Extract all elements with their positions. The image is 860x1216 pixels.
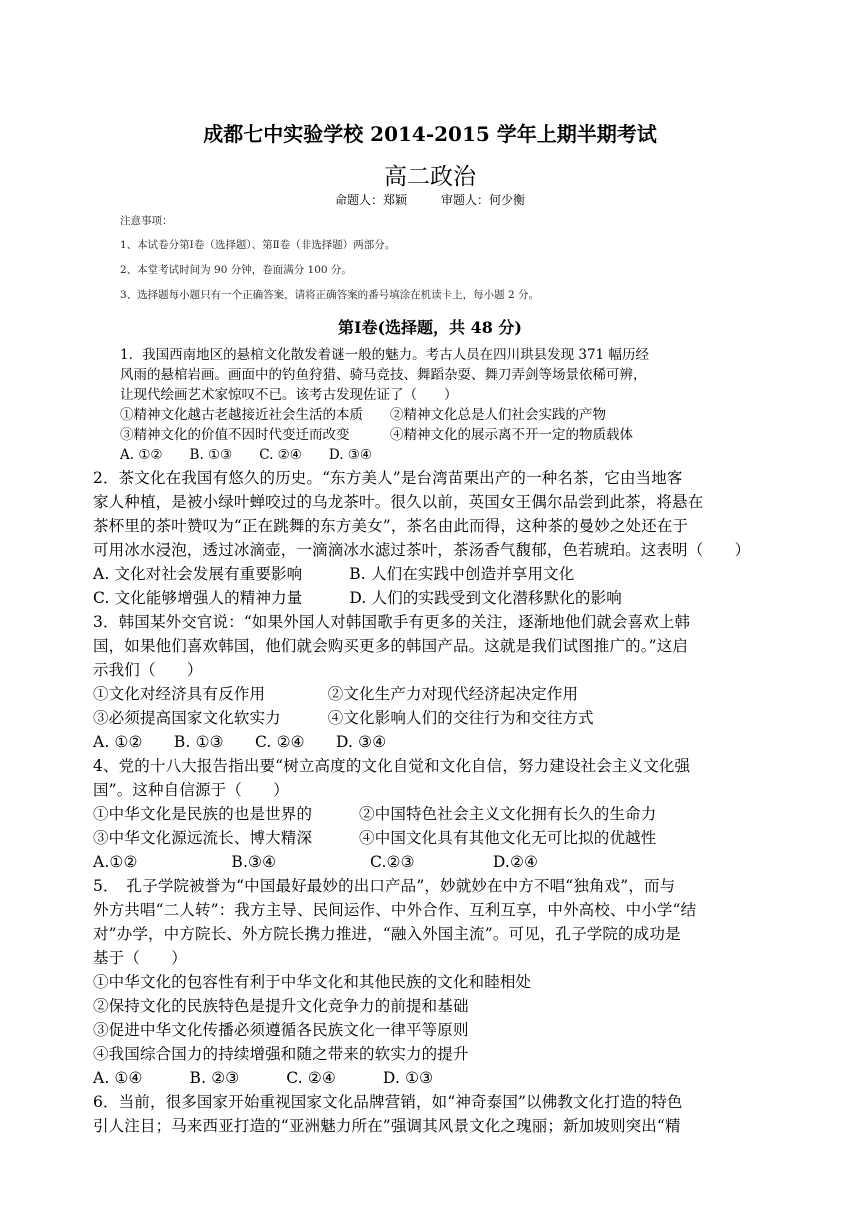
question-2-line: 可用冰水浸泡，透过冰滴壶，一滴滴冰水滤过茶叶，茶汤香气馥郁，色若琥珀。这表明（ ） xyxy=(93,541,751,559)
subject-title: 高二政治 xyxy=(384,164,476,190)
question-5-option-line: ②保持文化的民族特色是提升文化竞争力的前提和基础 xyxy=(93,997,469,1015)
author-label: 命题人：郑颖 xyxy=(334,193,407,207)
question-1-line: 1．我国西南地区的悬棺文化散发着谜一般的魅力。考古人员在四川珙县发现 371 幅历经 xyxy=(120,347,649,363)
reviewer-label: 审题人：何少衡 xyxy=(441,193,526,207)
question-5-line: 外方共唱“二人转”：我方主导、民间运作、中外合作、互利互享，中外高校、中小学“结 xyxy=(93,901,697,919)
notice-item: 3、选择题每小题只有一个正确答案，请将正确答案的番号填涂在机读卡上，每小题 2 分。 xyxy=(120,289,540,301)
question-5-option-line: ①中华文化的包容性有利于中华文化和其他民族的文化和睦相处 xyxy=(93,973,532,991)
question-3-line: 国，如果他们喜欢韩国，他们就会购买更多的韩国产品。这就是我们试图推广的。”这启 xyxy=(93,637,689,655)
question-5-line: 5． 孔子学院被誉为“中国最好最妙的出口产品”，妙就妙在中方不唱“独角戏”，而与 xyxy=(93,877,676,895)
question-2-line: 家人种植，是被小绿叶蝉咬过的乌龙茶叶。很久以前，英国女王偶尔品尝到此茶，将悬在 xyxy=(93,493,704,511)
question-6-line: 6．当前，很多国家开始重视国家文化品牌营销，如“神奇泰国”以佛教文化打造的特色 xyxy=(93,1093,683,1111)
question-2-line: 2．茶文化在我国有悠久的历史。“东方美人”是台湾苗栗出产的一种名茶，它由当地客 xyxy=(93,469,683,487)
question-1-line: 让现代绘画艺术家惊叹不已。该考古发现佐证了（ ） xyxy=(120,387,458,403)
exam-title: 成都七中实验学校 2014-2015 学年上期半期考试 xyxy=(203,122,657,146)
question-1-line: 风雨的悬棺岩画。画面中的钓鱼狩猎、骑马竞技、舞蹈杂耍、舞刀弄剑等场景依稀可辨， xyxy=(120,367,647,383)
question-2-option-line: A. 文化对社会发展有重要影响 B. 人们在实践中创造并享用文化 xyxy=(93,565,575,583)
notice-item: 1、本试卷分第Ⅰ卷（选择题）、第Ⅱ卷（非选择题）两部分。 xyxy=(120,239,396,251)
question-5-line: 对”办学，中方院长、外方院长携力推进，“融入外国主流”。可见，孔子学院的成功是 xyxy=(93,925,681,943)
question-3-option-line: ③必须提高国家文化软实力 ④文化影响人们的交往行为和交往方式 xyxy=(93,709,594,727)
question-3-option-line: ①文化对经济具有反作用 ②文化生产力对现代经济起决定作用 xyxy=(93,685,579,703)
author-line xyxy=(0,191,860,208)
question-1-option-line: ③精神文化的价值不因时代变迁而改变 ④精神文化的展示离不开一定的物质载体 xyxy=(120,427,633,443)
notice-title: 注意事项： xyxy=(120,215,173,227)
question-4-option-line: ①中华文化是民族的也是世界的 ②中国特色社会主义文化拥有长久的生命力 xyxy=(93,805,657,823)
question-1-answers: A. ①② B. ①③ C. ②④ D. ③④ xyxy=(120,447,373,463)
question-4-option-line: ③中华文化源远流长、博大精深 ④中国文化具有其他文化无可比拟的优越性 xyxy=(93,829,657,847)
question-3-answers: A. ①② B. ①③ C. ②④ D. ③④ xyxy=(93,733,387,751)
question-3-line: 示我们（ ） xyxy=(93,661,203,679)
question-5-option-line: ③促进中华文化传播必须遵循各民族文化一律平等原则 xyxy=(93,1021,469,1039)
question-4-answers: A.①② B.③④ C.②③ D.②④ xyxy=(93,853,539,871)
question-4-line: 4、党的十八大报告指出要“树立高度的文化自觉和文化自信，努力建设社会主义文化强 xyxy=(93,757,691,775)
question-3-line: 3．韩国某外交官说：“如果外国人对韩国歌手有更多的关注，逐渐地他们就会喜欢上韩 xyxy=(93,613,691,631)
question-4-line: 国”。这种自信源于（ ） xyxy=(93,781,289,799)
question-5-option-line: ④我国综合国力的持续增强和随之带来的软实力的提升 xyxy=(93,1045,469,1063)
notice-item: 2、本堂考试时间为 90 分钟，卷面满分 100 分。 xyxy=(120,264,352,276)
section-title: 第Ⅰ卷(选择题，共 48 分) xyxy=(337,318,523,337)
question-5-line: 基于（ ） xyxy=(93,949,187,967)
question-2-option-line: C. 文化能够增强人的精神力量 D. 人们的实践受到文化潜移默化的影响 xyxy=(93,589,622,607)
question-5-answers: A. ①④ B. ②③ C. ②④ D. ①③ xyxy=(93,1069,434,1087)
question-1-option-line: ①精神文化越古老越接近社会生活的本质 ②精神文化总是人们社会实践的产物 xyxy=(120,407,606,423)
question-2-line: 茶杯里的茶叶赞叹为“正在跳舞的东方美女”，茶名由此而得，这种茶的曼妙之处还在于 xyxy=(93,517,689,535)
question-6-line: 引人注目；马来西亚打造的“亚洲魅力所在”强调其风景文化之瑰丽；新加坡则突出“精 xyxy=(93,1117,681,1135)
